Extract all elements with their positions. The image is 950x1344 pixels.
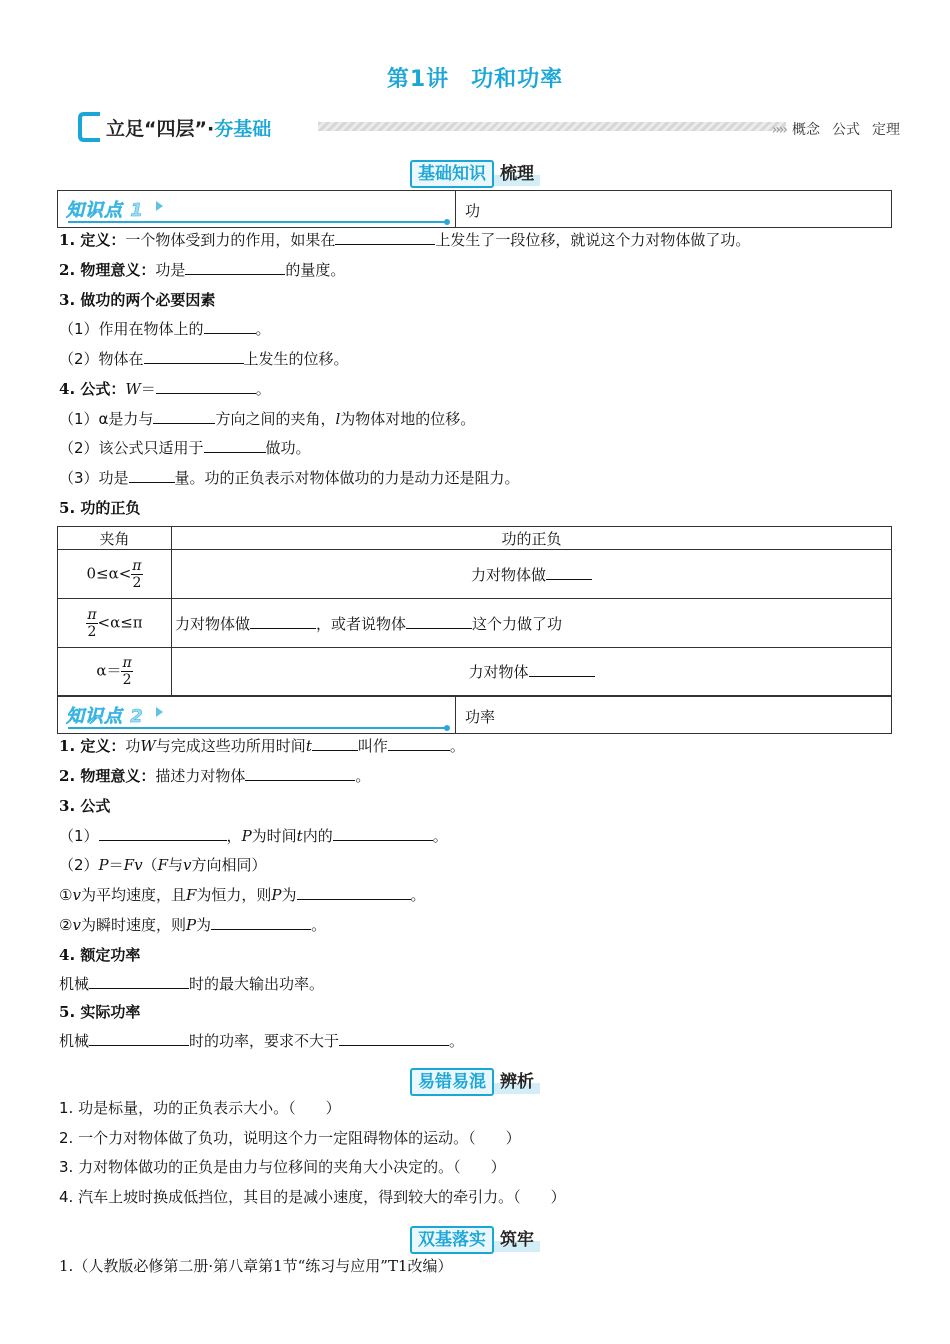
item-number: 4 (59, 380, 70, 398)
angle-cell (58, 550, 172, 599)
fill-blank (333, 826, 433, 841)
judgement-item: 3. 力对物体做功的正负是由力与位移间的夹角大小决定的。（ ） (59, 1158, 506, 1176)
item-text: ， (226, 827, 242, 845)
keyword-concept: 概念 (792, 122, 820, 138)
kp1-line-meaning (59, 260, 345, 280)
item-text: 功是 (155, 261, 186, 279)
item-text: 。 (355, 767, 371, 785)
kp2-line-formula-1 (59, 826, 448, 846)
variable: F (157, 856, 168, 874)
item-heading: . 功的正负 (69, 499, 141, 517)
fraction-numerator: π (132, 557, 142, 574)
item-text: （ (142, 856, 158, 874)
fill-blank (156, 379, 256, 394)
knowledge-point-tag (58, 697, 455, 733)
fill-blank (339, 1031, 449, 1046)
item-text: 。 (311, 916, 327, 934)
item-text: （2）物体在 (59, 350, 144, 368)
item-number: 3 (59, 291, 70, 309)
fill-blank (153, 409, 215, 424)
item-text: ② (59, 916, 73, 934)
variable: P (271, 886, 282, 904)
cell-text: 力对物体做 (175, 614, 251, 633)
fraction (86, 607, 97, 640)
section-badge (410, 1226, 540, 1254)
item-text: 时的功率，要求不大于 (189, 1032, 340, 1050)
section-header-pitfalls (0, 1068, 950, 1096)
item-text: 时的最大输出功率。 (189, 975, 325, 993)
kp1-line-scalar (59, 468, 520, 488)
item-text: （3）功是 (59, 469, 129, 487)
item-number: 2 (59, 767, 70, 785)
item-number: 5 (59, 1003, 70, 1021)
item-text: （1）α是力与 (59, 410, 154, 428)
item-text: 为瞬时速度，则 (80, 916, 186, 934)
fraction-numerator: π (87, 606, 97, 623)
kp2-line-actual-head (59, 1002, 140, 1022)
fill-blank (89, 1031, 189, 1046)
item-heading: . 公式： (69, 380, 126, 398)
judgement-item: 1. 功是标量，功的正负表示大小。（ ） (59, 1099, 341, 1117)
item-heading: . 实际功率 (69, 1003, 141, 1021)
variable: P (241, 827, 252, 845)
variable: t (296, 827, 303, 845)
section-badge-suffix: 辨析 (494, 1070, 540, 1094)
banner-prefix: 立足 (106, 118, 145, 140)
judgement-item: 4. 汽车上坡时换成低挡位，其目的是减小速度，得到较大的牵引力。（ ） (59, 1188, 566, 1206)
variable: P (98, 856, 109, 874)
fraction-numerator: π (122, 655, 132, 671)
table-header-row (58, 527, 892, 550)
section-badge (410, 160, 540, 188)
kp1-line-angle (59, 409, 475, 429)
variable: l (335, 410, 341, 428)
knowledge-point-label: 知识点 1 (66, 200, 144, 221)
dot-decoration (444, 725, 450, 731)
item-text: 机械 (59, 975, 90, 993)
item-number: 3 (59, 797, 70, 815)
knowledge-point-tag (58, 191, 455, 227)
item-text: （2）该公式只适用于 (59, 439, 204, 457)
cell-text: 力对物体 (468, 663, 529, 681)
kp2-line-meaning (59, 766, 370, 786)
fill-blank (245, 766, 355, 781)
item-number: 1 (59, 737, 70, 755)
kp1-line-factor-1 (59, 319, 271, 339)
divider (455, 191, 456, 227)
variable: W (125, 380, 141, 398)
variable: W (140, 737, 156, 755)
banner-quote: “四层” (144, 118, 207, 140)
item-heading: . 定义： (69, 231, 126, 249)
cell-text: 这个力做了功 (472, 614, 563, 633)
kp2-line-average (59, 885, 426, 905)
section-badge-suffix: 筑牢 (494, 1228, 540, 1252)
angle-text: <α≤π (97, 613, 143, 631)
table-header: 功的正负 (172, 527, 892, 550)
triangle-arrow-icon (156, 201, 163, 211)
item-text: （1）作用在物体上的 (59, 320, 204, 338)
divider (455, 697, 456, 733)
item-text: 为时间 (251, 827, 297, 845)
item-text: 量。功的正负表示对物体做功的力是动力还是阻力。 (174, 469, 520, 487)
triangle-arrow-icon (156, 707, 163, 717)
fill-blank (89, 974, 189, 989)
item-text: 与 (167, 856, 183, 874)
exercise-number: 1. (59, 1257, 74, 1275)
item-heading: . 做功的两个必要因素 (69, 291, 216, 309)
variable: t (305, 737, 312, 755)
kp2-line-actual (59, 1031, 464, 1051)
item-text: 。 (255, 380, 271, 398)
angle-text: 0≤α< (86, 564, 132, 582)
lecture-topic: 功和功率 (471, 67, 564, 92)
item-number: 4 (59, 946, 70, 964)
item-text: 。 (449, 737, 465, 755)
item-text: 与完成这些功所用时间 (155, 737, 306, 755)
item-heading: . 物理意义： (69, 767, 156, 785)
fill-blank (406, 614, 472, 629)
item-text: 为平均速度，且 (80, 886, 186, 904)
underline-decoration (68, 727, 448, 729)
variable: v (72, 886, 81, 904)
item-text: 。 (432, 827, 448, 845)
table-row (58, 599, 892, 648)
underline-decoration (68, 221, 448, 223)
section-badge-suffix: 梳理 (494, 162, 540, 186)
variable: P (185, 916, 197, 934)
kp1-line-sign (59, 498, 140, 518)
item-text: 叫作 (357, 737, 388, 755)
knowledge-point-topic: 功 (465, 202, 481, 220)
item-text: 方向相同） (191, 856, 267, 874)
fraction (131, 558, 142, 591)
corner-bracket-icon (78, 112, 104, 142)
kp1-line-definition (59, 230, 750, 250)
section-badge (410, 1068, 540, 1096)
fill-blank (529, 662, 595, 677)
judgement-item: 2. 一个力对物体做了负功，说明这个力一定阻碍物体的运动。（ ） (59, 1129, 521, 1147)
sign-cell (172, 648, 892, 696)
item-text: 功 (125, 737, 141, 755)
item-text: 。 (410, 886, 426, 904)
section-badge-label: 易错易混 (410, 1068, 494, 1096)
item-text: 做功。 (265, 439, 311, 457)
kp1-line-factor-2 (59, 349, 349, 369)
exercise-1 (59, 1256, 453, 1276)
item-text: 为物体对地的位移。 (340, 410, 476, 428)
item-heading: . 定义： (69, 737, 126, 755)
item-text: 为 (281, 886, 297, 904)
cell-text: ，或者说物体 (316, 614, 407, 633)
angle-cell (58, 599, 172, 648)
item-text: 为 (196, 916, 212, 934)
page-title (0, 62, 950, 93)
variable: F (185, 886, 197, 904)
kp2-line-formula (59, 796, 110, 816)
variable: Fv (123, 856, 143, 874)
item-heading: . 额定功率 (69, 946, 141, 964)
banner-heading (106, 114, 271, 141)
item-text: （2） (59, 856, 99, 874)
fill-blank (204, 319, 256, 334)
item-heading: . 物理意义： (69, 261, 156, 279)
fraction-denominator: 2 (132, 574, 142, 591)
item-text: 内的 (302, 827, 333, 845)
kp1-line-applicable (59, 438, 311, 458)
fill-blank (99, 826, 227, 841)
item-text: （1） (59, 827, 99, 845)
item-text: 上发生的位移。 (243, 350, 349, 368)
banner-dot: · (207, 118, 215, 140)
item-heading: . 公式 (69, 797, 111, 815)
section-header-practice (0, 1226, 950, 1254)
fill-blank (185, 260, 285, 275)
item-text: 上发生了一段位移，就说这个力对物体做了功。 (435, 231, 751, 249)
item-text: ＝ (140, 380, 156, 398)
banner-highlight: 夯基础 (214, 118, 272, 140)
keyword-theorem: 定理 (872, 122, 900, 138)
fill-blank (204, 438, 266, 453)
banner-stripe (318, 122, 786, 131)
item-text: ① (59, 886, 73, 904)
item-text: 为恒力，则 (196, 886, 272, 904)
fill-blank (335, 230, 435, 245)
table-row (58, 648, 892, 696)
item-text: 描述力对物体 (155, 767, 246, 785)
fraction-denominator: 2 (87, 623, 97, 640)
item-text: 方向之间的夹角， (215, 410, 336, 428)
kp1-line-factors (59, 290, 215, 310)
fill-blank (144, 349, 244, 364)
keyword-formula: 公式 (832, 122, 860, 138)
item-text: 的量度。 (285, 261, 346, 279)
item-text: 一个物体受到力的作用，如果在 (125, 231, 336, 249)
section-banner (78, 110, 900, 146)
knowledge-point-1 (57, 190, 892, 228)
item-text: 。 (255, 320, 271, 338)
kp2-line-formula-2 (59, 855, 267, 875)
section-badge-label: 双基落实 (410, 1226, 494, 1254)
banner-keywords (718, 119, 900, 139)
item-number: 5 (59, 499, 70, 517)
kp2-line-rated (59, 974, 324, 994)
fill-blank (250, 614, 316, 629)
fraction (121, 655, 132, 688)
knowledge-point-label: 知识点 2 (66, 706, 144, 727)
cell-text: 力对物体做 (470, 565, 546, 584)
angle-text: α＝ (96, 661, 122, 680)
fill-blank (129, 468, 175, 483)
item-text: 。 (449, 1032, 465, 1050)
kp2-line-instant (59, 915, 326, 935)
fill-blank (297, 885, 411, 900)
table-row (58, 550, 892, 599)
knowledge-point-topic: 功率 (465, 708, 496, 726)
variable: v (72, 916, 81, 934)
sign-cell (172, 599, 892, 648)
item-text: 机械 (59, 1032, 90, 1050)
sign-cell (172, 550, 892, 599)
fill-blank (546, 565, 592, 580)
chevrons-icon: ›››› (771, 122, 786, 138)
kp2-line-rated-head (59, 945, 140, 965)
kp1-line-formula (59, 379, 271, 399)
variable: v (183, 856, 192, 874)
item-text: ＝ (108, 856, 124, 874)
work-sign-table (57, 526, 892, 696)
table-header: 夹角 (58, 527, 172, 550)
fill-blank (312, 736, 358, 751)
section-badge-label: 基础知识 (410, 160, 494, 188)
exercise-source: （人教版必修第二册·第八章第1节“练习与应用”T1改编） (73, 1257, 453, 1275)
fill-blank (388, 736, 450, 751)
fill-blank (211, 915, 311, 930)
kp2-line-definition (59, 736, 465, 756)
lecture-number: 第1讲 (386, 67, 450, 92)
item-number: 1 (59, 231, 70, 249)
knowledge-point-2 (57, 696, 892, 734)
section-header-basics (0, 160, 950, 188)
item-number: 2 (59, 261, 70, 279)
dot-decoration (444, 219, 450, 225)
fraction-denominator: 2 (122, 672, 132, 688)
angle-cell (58, 648, 172, 696)
